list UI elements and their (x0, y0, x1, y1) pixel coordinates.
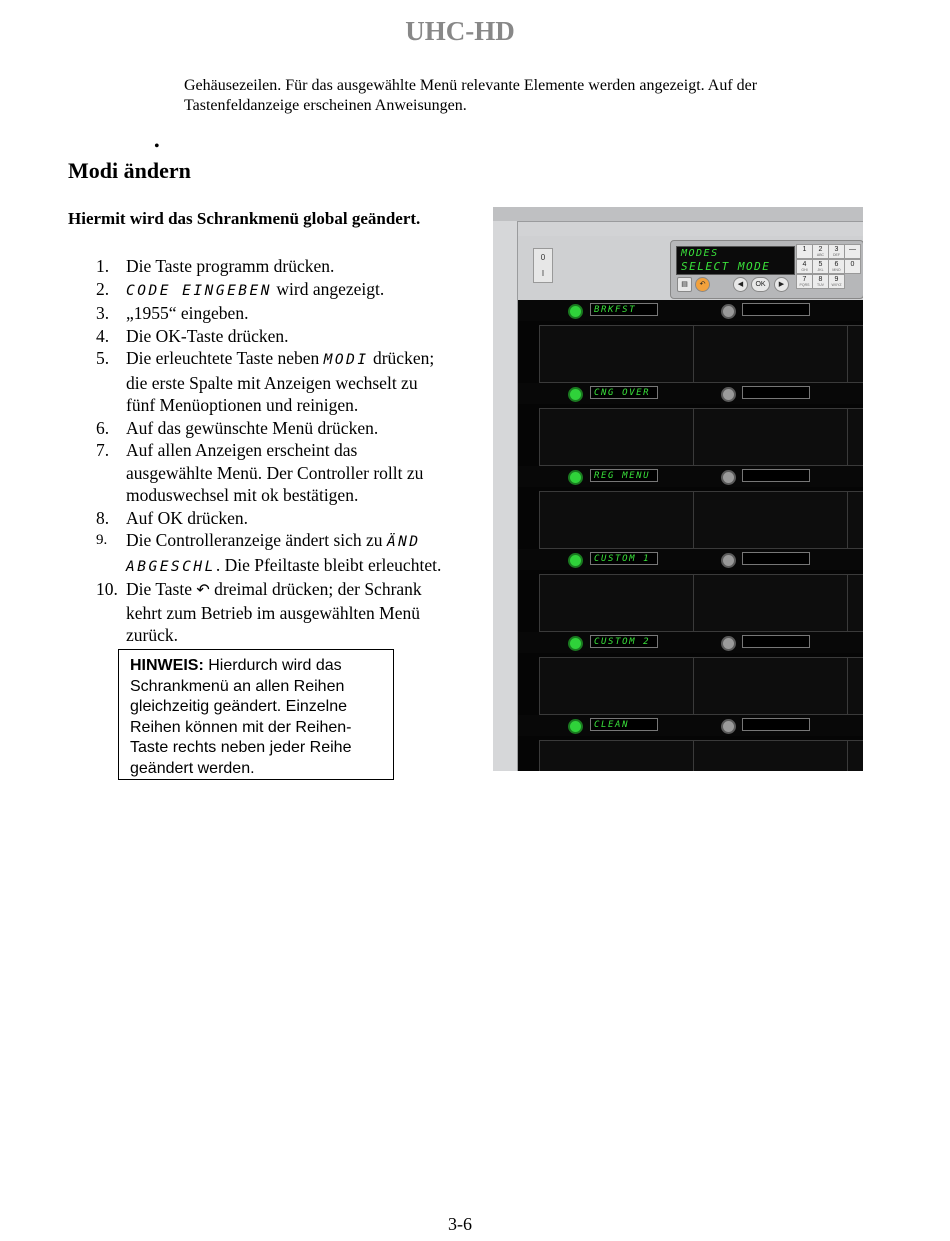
timer-button-icon (721, 470, 736, 485)
display-line-1: MODES (681, 248, 719, 259)
cabinet-illustration (493, 207, 863, 771)
step-number: 10. (96, 579, 118, 599)
intro-paragraph (184, 76, 844, 116)
step-5 (96, 347, 486, 417)
step-1 (96, 255, 486, 278)
key-9: 9 WXYZ (828, 274, 845, 289)
row-display: BRKFST (590, 303, 658, 316)
row-panel (539, 574, 863, 632)
step-text: Auf allen Anzeigen erscheint das (126, 440, 358, 460)
step-text: drücken; (368, 348, 435, 368)
controller-display (676, 246, 795, 275)
row-panel (539, 325, 863, 383)
row-display: CLEAN (590, 718, 658, 731)
lcd-text-code-eingeben: CODE EINGEBEN (126, 282, 272, 299)
step-text: Die Taste (126, 579, 197, 599)
step-number: 2. (96, 278, 110, 299)
lcd-text-modi: MODI (323, 352, 369, 368)
row-panel (539, 740, 863, 771)
cabinet-left-frame (493, 221, 518, 771)
step-number: 8. (96, 507, 110, 528)
step-2 (96, 278, 486, 303)
back-arrow-icon: ↶ (695, 277, 710, 292)
step-number: 1. (96, 256, 110, 276)
row-display-right (742, 469, 810, 482)
ok-button: OK (751, 277, 770, 292)
program-key-icon: ▤ (677, 277, 692, 292)
section-title: Modi ändern (68, 158, 191, 183)
row-display-right (742, 635, 810, 648)
step-number: 9. (96, 532, 108, 548)
key-0: 0 (844, 259, 861, 274)
key-dash: — (844, 244, 861, 259)
timer-button-icon (721, 636, 736, 651)
key-2: 2 ABC (812, 244, 829, 259)
arrow-right-icon: ▶ (774, 277, 789, 292)
step-9 (96, 529, 486, 578)
row-header (518, 383, 863, 404)
row-header (518, 715, 863, 736)
page-number: 3-6 (448, 1214, 472, 1234)
cabinet-top-edge (493, 207, 863, 222)
timer-button-icon (568, 387, 583, 402)
note-label: HINWEIS: (130, 657, 204, 674)
lcd-text-abgeschl: ABGESCHL (126, 558, 216, 575)
row-display: REG MENU (590, 469, 658, 482)
bullet-point: • (154, 138, 160, 155)
timer-button-icon (568, 304, 583, 319)
row-display-right (742, 303, 810, 316)
timer-button-icon (721, 553, 736, 568)
row-display-right (742, 718, 810, 731)
lcd-text-aend: ÄND (386, 534, 421, 550)
row-panel (539, 657, 863, 715)
timer-button-icon (568, 553, 583, 568)
step-text: dreimal drücken; der Schrank (209, 579, 422, 599)
step-number: 7. (96, 440, 110, 460)
timer-button-icon (568, 636, 583, 651)
timer-button-icon (568, 470, 583, 485)
row-display: CNG OVER (590, 386, 658, 399)
step-text: zurück. (126, 625, 178, 645)
step-text: moduswechsel mit ok bestätigen. (126, 485, 359, 505)
row-header (518, 549, 863, 570)
timer-button-icon (568, 719, 583, 734)
step-text: „1955“ eingeben. (126, 303, 249, 323)
step-number: 4. (96, 325, 110, 346)
step-3 (96, 302, 486, 325)
step-7 (96, 439, 486, 507)
step-text: wird angezeigt. (272, 278, 385, 299)
steps-list (96, 255, 486, 647)
row-header (518, 300, 863, 321)
key-5: 5 JKL (812, 259, 829, 274)
step-text: Auf das gewünschte Menü drücken. (126, 417, 379, 438)
page-header-title: UHC-HD (405, 16, 515, 46)
row-header (518, 632, 863, 653)
key-8: 8 TUV (812, 274, 829, 289)
power-switch (533, 248, 553, 283)
step-text: Auf OK drücken. (126, 507, 248, 528)
row-panel (539, 408, 863, 466)
key-7: 7 PQRS (796, 274, 813, 289)
step-number: 3. (96, 303, 110, 323)
timer-button-icon (721, 304, 736, 319)
row-display: CUSTOM 1 (590, 552, 658, 565)
step-number: 5. (96, 348, 110, 368)
timer-button-icon (721, 387, 736, 402)
step-text: Die Taste programm drücken. (126, 256, 335, 276)
key-3: 3 DEF (828, 244, 845, 259)
step-text: fünf Menüoptionen und reinigen. (126, 395, 359, 415)
row-panel (539, 491, 863, 549)
key-1: 1 (796, 244, 813, 259)
row-display-right (742, 552, 810, 565)
step-8 (96, 507, 486, 530)
note-text: Hierdurch wird das Schrankmenü an allen Reihen gleichzeitig geändert. Einzelne Reihen können mit der Reihen-Taste rechts neben jeder Reihe geändert werden. (130, 657, 352, 777)
timer-button-icon (721, 719, 736, 734)
step-text: ausgewählte Menü. Der Controller rollt zu (126, 462, 424, 483)
switch-on-label: I (541, 269, 545, 278)
note-box (118, 649, 394, 780)
row-display: CUSTOM 2 (590, 635, 658, 648)
switch-off-label: 0 (540, 253, 546, 262)
step-text: Die Controlleranzeige ändert sich zu (126, 530, 387, 550)
step-text: . Die Pfeiltaste bleibt erleuchtet. (215, 554, 442, 575)
back-arrow-icon: ↶ (196, 580, 210, 599)
intro-line-2: Tastenfeldanzeige erscheinen Anweisungen. (184, 97, 467, 114)
step-text: Die OK-Taste drücken. (126, 325, 289, 346)
step-text: kehrt zum Betrieb im ausgewählten Menü (126, 602, 421, 623)
display-line-2: SELECT MODE (681, 260, 771, 273)
section-subtitle: Hiermit wird das Schrankmenü global geändert. (68, 209, 421, 228)
row-header (518, 466, 863, 487)
key-4: 4 GHI (796, 259, 813, 274)
key-6: 6 MNO (828, 259, 845, 274)
step-text: die erste Spalte mit Anzeigen wechselt zu (126, 372, 418, 393)
cabinet-rows (518, 300, 863, 771)
step-text: Die erleuchtete Taste neben (126, 348, 324, 368)
step-6 (96, 417, 486, 440)
step-10 (96, 578, 486, 647)
step-number: 6. (96, 417, 110, 438)
step-4 (96, 325, 486, 348)
row-display-right (742, 386, 810, 399)
intro-line-1: Gehäusezeilen. Für das ausgewählte Menü relevante Elemente werden angezeigt. Auf der (184, 77, 758, 94)
arrow-left-icon: ◀ (733, 277, 748, 292)
